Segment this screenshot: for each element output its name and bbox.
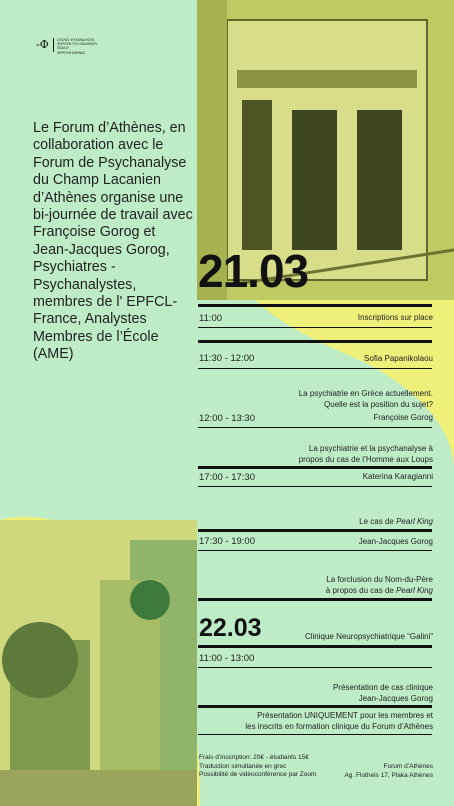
venue: Clinique Neuropsychiatrique “Galini”	[304, 632, 433, 641]
speaker-name: Jean-Jacques Gorog	[358, 537, 433, 546]
logo-line-2: ΦΟΡΟΥΜ ΤΟΥ ΛΑΚΑΝΙΚΟΥ ΠΕΔΙΟΥ	[57, 42, 98, 51]
divider	[198, 340, 432, 343]
divider	[198, 368, 432, 369]
time-slot: 12:00 - 13:30	[199, 413, 255, 424]
divider	[198, 645, 432, 648]
day1-date: 21.03	[198, 245, 309, 297]
time-slot: 11:30 - 12:00	[199, 353, 255, 364]
logo-line-3: ΦΟΡΟΥΜ ΑΘΗΝΑΣ	[57, 50, 86, 55]
talk-title: Présentation de cas clinique Jean-Jacques Gorog	[332, 683, 433, 703]
divider	[198, 427, 432, 428]
schedule-label: Inscriptions sur place	[357, 313, 433, 322]
logo-text	[57, 38, 107, 55]
talk-title: La psychiatrie et la psychanalyse à propos du cas de l’Homme aux Loups	[298, 444, 433, 464]
registration-info: Frais d’inscription: 20€ - étudiants 15€ Traduction simultanée en grec Possibilité de vidéoconférence par Zoom	[199, 754, 317, 779]
divider	[198, 529, 432, 532]
divider	[198, 598, 432, 601]
time-slot: 11:00 - 13:00	[199, 653, 255, 664]
svg-text:-Φ: -Φ	[36, 38, 49, 51]
attendance-note: Présentation UNIQUEMENT pour les membres et les inscrits en formation clinique du Forum d’Athènes	[245, 711, 433, 731]
speaker-name: Katerina Karagianni	[362, 472, 433, 481]
address: Forum d’Athènes Ag. Flotheis 17, Plaka Athènes	[344, 763, 433, 779]
talk-title: Le cas de Pearl King	[359, 517, 433, 526]
divider	[198, 550, 432, 551]
speaker-name: Françoise Gorog	[373, 413, 433, 422]
divider	[198, 327, 432, 328]
divider	[198, 667, 432, 668]
intro-text: Le Forum d’Athènes, en collaboration avec le Forum de Psychanalyse du Champ Lacanien d’Athènes organise une bi-journée de travail avec Françoise Gorog et Jean-Jacques Gorog, Psychiatres - Psychanalystes, membres de l' EPFCL- France, Analystes Membres de l’École (AME)	[33, 120, 193, 363]
street-photo-bottom	[0, 520, 197, 806]
forum-logo	[36, 37, 106, 53]
divider	[198, 486, 432, 487]
day2-date: 22.03	[199, 614, 262, 642]
divider	[198, 734, 432, 735]
speaker-name: Sofia Papanikolaou	[364, 354, 433, 363]
divider	[198, 466, 432, 469]
time-slot: 11:00	[199, 313, 223, 324]
divider	[198, 304, 432, 307]
talk-title: La forclusion du Nom-du-Père à propos du cas de Pearl King	[325, 575, 433, 595]
time-slot: 17:30 - 19:00	[199, 536, 255, 547]
talk-title: La psychiatrie en Grèce actuellement. Quelle est la position du sujet?	[298, 389, 433, 409]
time-slot: 17:00 - 17:30	[199, 472, 255, 483]
logo-line-1: ΣΧΟΛΕΣ ΨΥΧΑΝΑΛΥΣΗΣ	[57, 38, 95, 42]
divider	[198, 705, 432, 708]
